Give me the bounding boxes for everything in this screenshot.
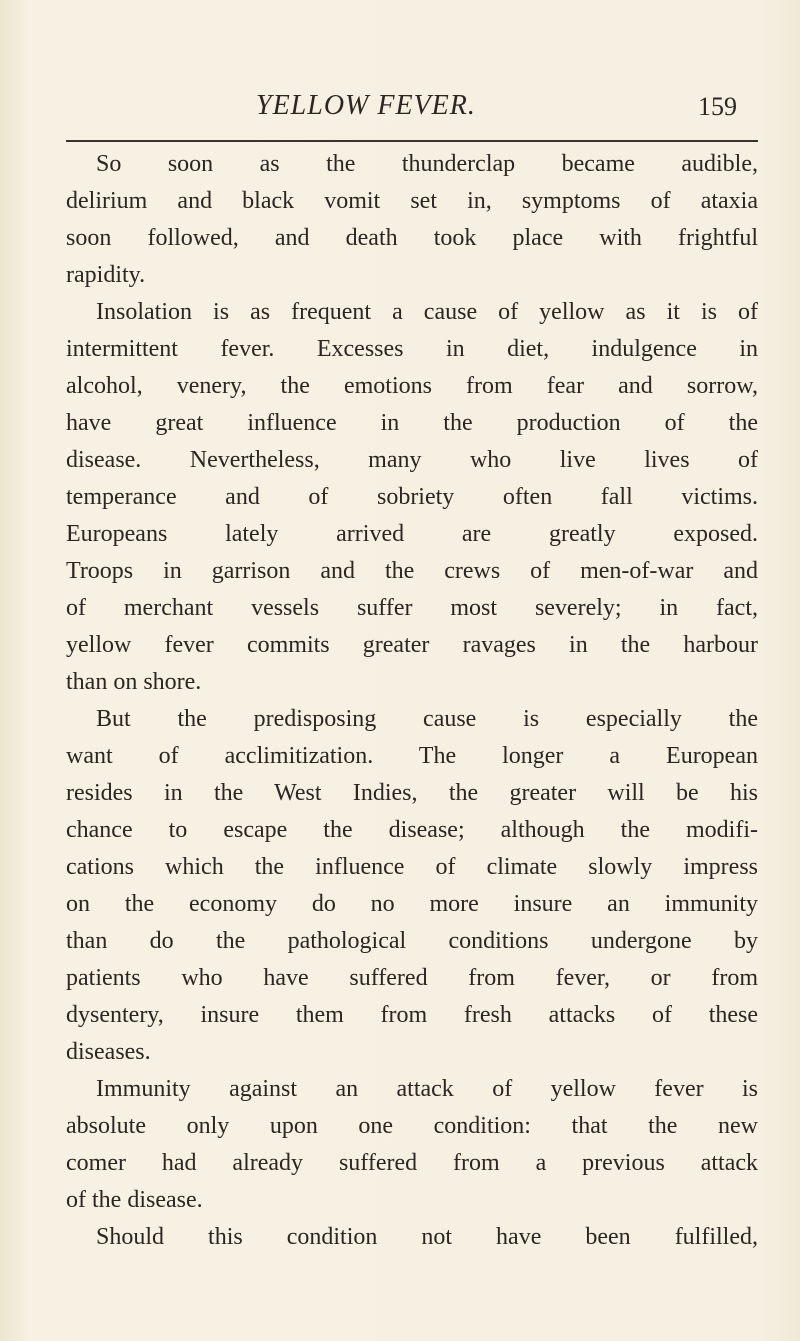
text-line: intermittent fever. Excesses in diet, indulgence in bbox=[66, 336, 758, 362]
text-line: than on shore. bbox=[66, 669, 202, 695]
text-line: chance to escape the disease; although the modifi- bbox=[66, 817, 758, 843]
text-line: delirium and black vomit set in, symptoms of ataxia bbox=[66, 188, 758, 214]
text-line: yellow fever commits greater ravages in the harbour bbox=[66, 632, 758, 658]
text-line: alcohol, venery, the emotions from fear and sorrow, bbox=[66, 373, 758, 399]
body-text bbox=[66, 146, 758, 1256]
text-line: Insolation is as frequent a cause of yellow as it is of bbox=[96, 299, 758, 325]
text-line: soon followed, and death took place with frightful bbox=[66, 225, 758, 251]
text-line: Immunity against an attack of yellow fever is bbox=[96, 1076, 758, 1102]
text-line: absolute only upon one condition: that the new bbox=[66, 1113, 758, 1139]
text-line: Europeans lately arrived are greatly exposed. bbox=[66, 521, 758, 547]
text-line: rapidity. bbox=[66, 262, 146, 288]
text-line: Troops in garrison and the crews of men-of-war and bbox=[66, 558, 758, 584]
text-line: So soon as the thunderclap became audible, bbox=[96, 151, 758, 177]
text-line: temperance and of sobriety often fall victims. bbox=[66, 484, 758, 510]
text-line: diseases. bbox=[66, 1039, 151, 1065]
text-line: resides in the West Indies, the greater will be his bbox=[66, 780, 758, 806]
text-line: of the disease. bbox=[66, 1187, 203, 1213]
text-line: dysentery, insure them from fresh attacks of these bbox=[66, 1002, 758, 1028]
page-header bbox=[66, 90, 756, 134]
text-line: disease. Nevertheless, many who live lives of bbox=[66, 447, 758, 473]
text-line: on the economy do no more insure an immunity bbox=[66, 891, 758, 917]
page-number: 159 bbox=[698, 92, 737, 121]
text-line: cations which the influence of climate slowly impress bbox=[66, 854, 758, 880]
text-line: comer had already suffered from a previous attack bbox=[66, 1150, 758, 1176]
text-line: have great influence in the production of the bbox=[66, 410, 758, 436]
text-line: patients who have suffered from fever, or from bbox=[66, 965, 758, 991]
text-line: But the predisposing cause is especially the bbox=[96, 706, 758, 732]
text-line: of merchant vessels suffer most severely; in fact, bbox=[66, 595, 758, 621]
text-line: want of acclimitization. The longer a European bbox=[66, 743, 758, 769]
text-line: Should this condition not have been fulfilled, bbox=[96, 1224, 758, 1250]
running-title: YELLOW FEVER. bbox=[256, 90, 476, 121]
text-line: than do the pathological conditions undergone by bbox=[66, 928, 758, 954]
header-rule bbox=[66, 140, 758, 142]
